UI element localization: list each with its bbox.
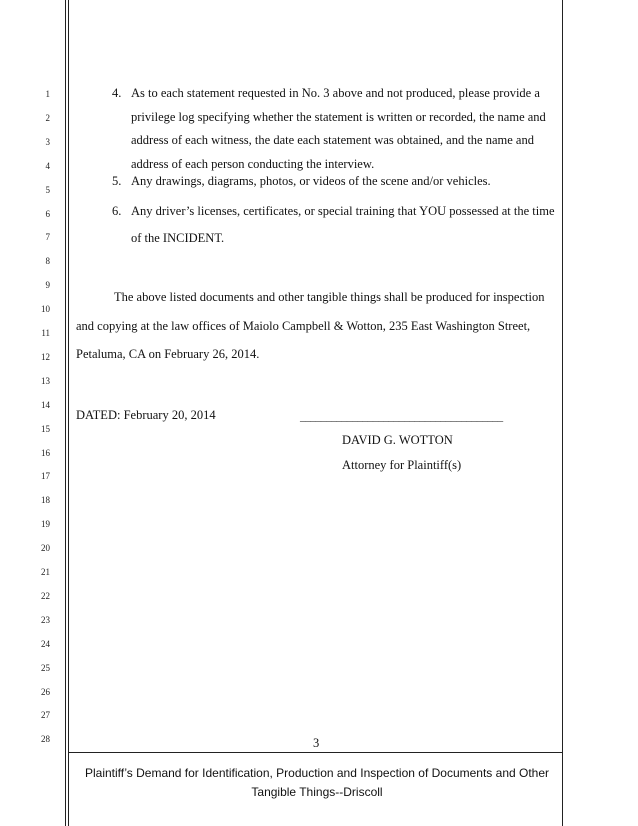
line-number: 23 [41,614,50,625]
dated-line: DATED: February 20, 2014 [76,408,216,422]
attorney-title: Attorney for Plaintiff(s) [342,458,462,472]
item-6-number: 6. [112,204,122,218]
line-number: 19 [41,519,50,530]
item-4-line-2: privilege log specifying whether the statement is written or recorded, the name and [131,110,546,124]
line-number: 26 [41,686,50,697]
item-5-number: 5. [112,174,122,188]
line-number: 25 [41,662,50,673]
line-number: 5 [45,184,50,195]
paragraph-line-3: Petaluma, CA on February 26, 2014. [76,347,260,361]
footer-title-line-2: Tangible Things--Driscoll [251,785,383,799]
line-number: 27 [41,710,50,721]
line-number: 17 [41,471,50,482]
line-number: 7 [45,232,50,243]
line-number: 14 [41,399,50,410]
line-number: 3 [45,136,50,147]
line-number: 4 [45,160,50,171]
line-number-column [0,0,62,745]
line-number: 13 [41,375,50,386]
item-4-line-4: address of each person conducting the interview. [131,157,375,171]
line-number: 18 [41,495,50,506]
item-6-line-1: Any driver’s licenses, certificates, or special training that YOU possessed at the time [131,204,555,218]
paragraph-line-1: The above listed documents and other tangible things shall be produced for inspection [114,290,545,304]
paragraph-line-2: and copying at the law offices of Maiolo Campbell & Wotton, 235 East Washington Street, [76,319,531,333]
left-margin-line-inner [68,0,69,826]
left-margin-line-outer [65,0,66,826]
line-number: 9 [45,280,50,291]
line-number: 1 [45,89,50,99]
footer-separator [68,752,562,753]
right-margin-line [562,0,563,826]
item-4-line-3: address of each witness, the date each statement was obtained, and the name and [131,133,534,147]
line-number: 28 [41,734,50,745]
line-number: 16 [41,447,50,458]
line-number: 24 [41,638,50,649]
line-number: 20 [41,543,50,554]
line-number: 8 [45,256,50,267]
footer-title-line-1: Plaintiff’s Demand for Identification, Production and Inspection of Documents and Other [84,766,550,780]
line-number: 6 [45,208,50,219]
item-4-line-1: As to each statement requested in No. 3 above and not produced, please provide a [131,86,540,100]
attorney-name: DAVID G. WOTTON [342,433,453,447]
signature-line: _______________________________________ [300,411,503,423]
item-6-line-2: of the INCIDENT. [131,231,225,245]
line-number: 21 [41,567,50,577]
line-number: 12 [41,351,50,362]
line-number: 22 [41,590,50,601]
line-number: 10 [41,304,50,315]
item-4-number: 4. [112,86,122,100]
line-number: 2 [45,112,50,123]
item-5-line-1: Any drawings, diagrams, photos, or videos of the scene and/or vehicles. [131,174,491,188]
line-number: 15 [41,423,50,434]
page-number: 3 [313,736,320,750]
line-number: 11 [41,328,50,338]
